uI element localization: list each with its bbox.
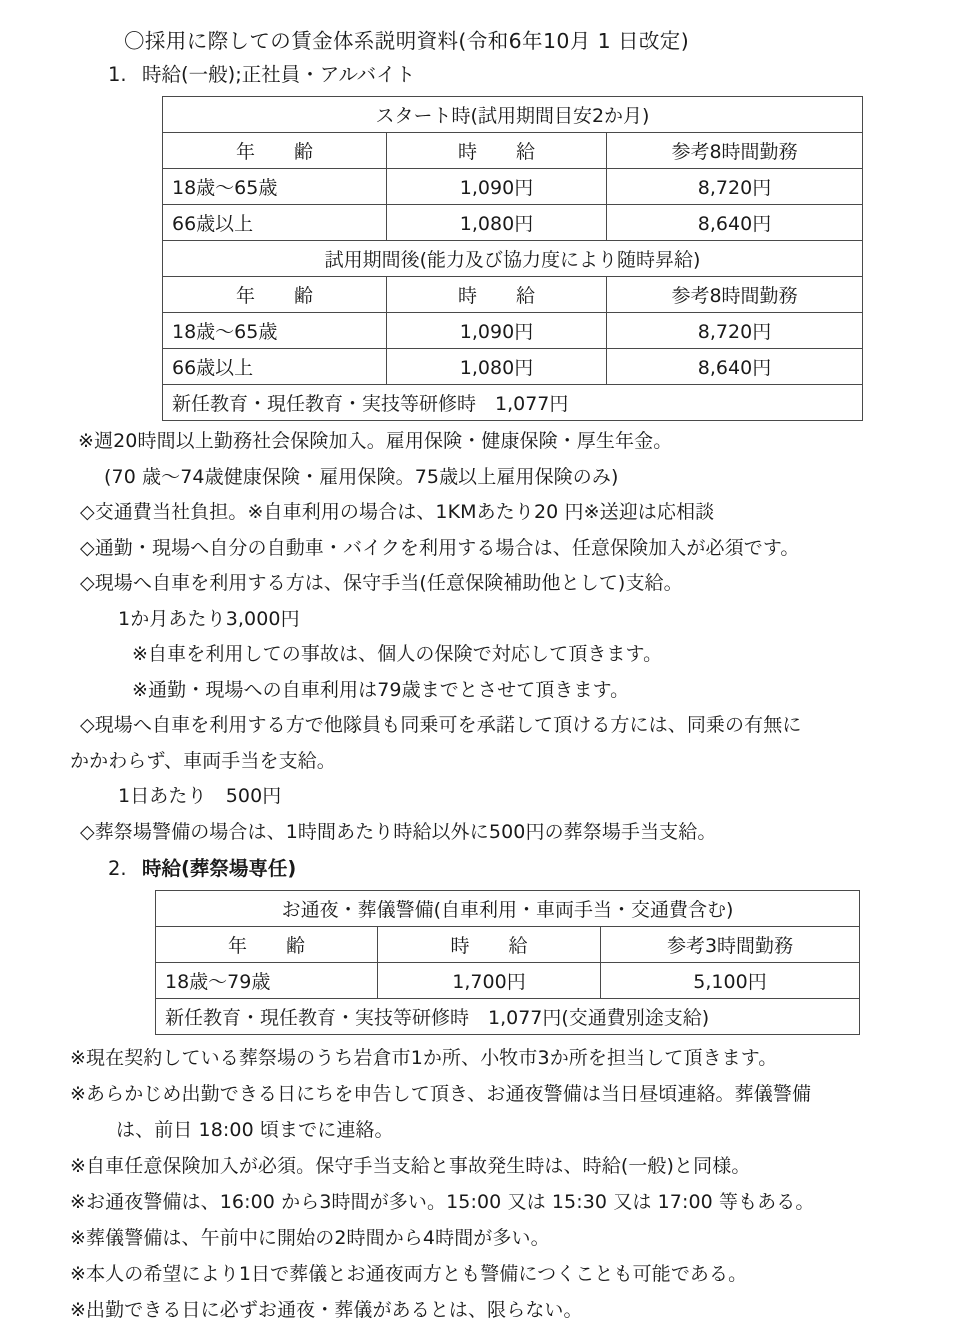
table-row	[163, 313, 863, 349]
cell-age: 18歳〜65歳	[163, 169, 387, 205]
cell-reference: 8,640円	[607, 205, 863, 241]
note-line: ◇通勤・現場へ自分の自動車・バイクを利用する場合は、任意保険加入が必須です。	[80, 536, 800, 559]
note-line: ※葬儀警備は、午前中に開始の2時間から4時間が多い。	[70, 1227, 550, 1249]
note-line: ※本人の希望により1日で葬儀とお通夜両方とも警備につくことも可能である。	[70, 1263, 748, 1285]
note-line: ※通勤・現場への自車利用は79歳までとさせて頂きます。	[132, 678, 630, 701]
cell-reference: 5,100円	[601, 963, 860, 999]
cell-wage: 1,090円	[387, 313, 607, 349]
note-line: ※週20時間以上勤務社会保険加入。雇用保険・健康保険・厚生年金。	[78, 430, 673, 452]
note-line: ※あらかじめ出勤できる日にちを申告して頂き、お通夜警備は当日昼頃連絡。葬儀警備	[70, 1083, 812, 1105]
note-line: ※自車任意保険加入が必須。保守手当支給と事故発生時は、時給(一般)と同様。	[70, 1155, 751, 1177]
wage-table-general	[162, 96, 863, 421]
section-2-notes	[60, 1040, 920, 1328]
note-line: は、前日 18:00 頃までに連絡。	[116, 1119, 394, 1141]
section-1-heading	[60, 60, 920, 90]
col-header-age: 年 齢	[163, 277, 387, 313]
cell-wage: 1,080円	[387, 205, 607, 241]
cell-reference: 8,640円	[607, 349, 863, 385]
cell-wage: 1,090円	[387, 169, 607, 205]
start-period-banner: スタート時(試用期間目安2か月)	[163, 97, 863, 133]
table-row	[156, 927, 860, 963]
note-line: かかわらず、車両手当を支給。	[70, 749, 336, 772]
table-row	[163, 349, 863, 385]
section-1-notes	[60, 424, 920, 850]
table-row	[163, 241, 863, 277]
training-wage-note: 新任教育・現任教育・実技等研修時 1,077円	[163, 385, 863, 421]
cell-age: 18歳〜65歳	[163, 313, 387, 349]
section-2-number: 2.	[108, 857, 127, 880]
col-header-wage: 時 給	[378, 927, 601, 963]
table-row	[163, 169, 863, 205]
table-row	[163, 205, 863, 241]
col-header-reference: 参考3時間勤務	[601, 927, 860, 963]
cell-age: 66歳以上	[163, 349, 387, 385]
after-trial-banner: 試用期間後(能力及び協力度により随時昇給)	[163, 241, 863, 277]
table-row	[163, 97, 863, 133]
note-line: ※お通夜警備は、16:00 から3時間が多い。15:00 又は 15:30 又は 17:00 等もある。	[70, 1191, 815, 1213]
table-row	[156, 963, 860, 999]
note-line: (70 歳〜74歳健康保険・雇用保険。75歳以上雇用保険のみ)	[104, 465, 619, 488]
table-row	[163, 133, 863, 169]
col-header-wage: 時 給	[387, 277, 607, 313]
cell-reference: 8,720円	[607, 313, 863, 349]
col-header-reference: 参考8時間勤務	[607, 277, 863, 313]
page-title: 〇採用に際しての賃金体系説明資料(令和6年10月 1 日改定)	[124, 29, 690, 53]
table-row	[156, 999, 860, 1035]
cell-age: 66歳以上	[163, 205, 387, 241]
table-row	[163, 277, 863, 313]
note-line: ※出勤できる日に必ずお通夜・葬儀があるとは、限らない。	[70, 1299, 583, 1321]
col-header-wage: 時 給	[387, 133, 607, 169]
note-line: ※自車を利用しての事故は、個人の保険で対応して頂きます。	[132, 643, 663, 665]
section-2-heading	[60, 854, 920, 884]
table-row	[156, 891, 860, 927]
section-1-number: 1.	[108, 63, 127, 86]
cell-wage: 1,700円	[378, 963, 601, 999]
col-header-reference: 参考8時間勤務	[607, 133, 863, 169]
col-header-age: 年 齢	[163, 133, 387, 169]
note-line: ◇現場へ自車を利用する方で他隊員も同乗可を承諾して頂ける方には、同乗の有無に	[80, 714, 802, 736]
note-line: ◇現場へ自車を利用する方は、保守手当(任意保険補助他として)支給。	[80, 572, 683, 594]
section-2-title: 時給(葬祭場専任)	[142, 857, 297, 880]
cell-wage: 1,080円	[387, 349, 607, 385]
wage-table-funeral	[155, 890, 860, 1035]
note-line: ◇交通費当社負担。※自車利用の場合は、1KMあたり20 円※送迎は応相談	[80, 501, 715, 523]
note-line: ※現在契約している葬祭場のうち岩倉市1か所、小牧市3か所を担当して頂きます。	[70, 1047, 778, 1069]
col-header-age: 年 齢	[156, 927, 378, 963]
cell-age: 18歳〜79歳	[156, 963, 378, 999]
cell-reference: 8,720円	[607, 169, 863, 205]
section-1-title: 時給(一般);正社員・アルバイト	[142, 63, 416, 86]
note-line: ◇葬祭場警備の場合は、1時間あたり時給以外に500円の葬祭場手当支給。	[80, 820, 717, 843]
note-line: 1か月あたり3,000円	[118, 607, 300, 630]
table-row	[163, 385, 863, 421]
note-line: 1日あたり 500円	[118, 785, 282, 807]
training-wage-note: 新任教育・現任教育・実技等研修時 1,077円(交通費別途支給)	[156, 999, 860, 1035]
funeral-guard-banner: お通夜・葬儀警備(自車利用・車両手当・交通費含む)	[156, 891, 860, 927]
